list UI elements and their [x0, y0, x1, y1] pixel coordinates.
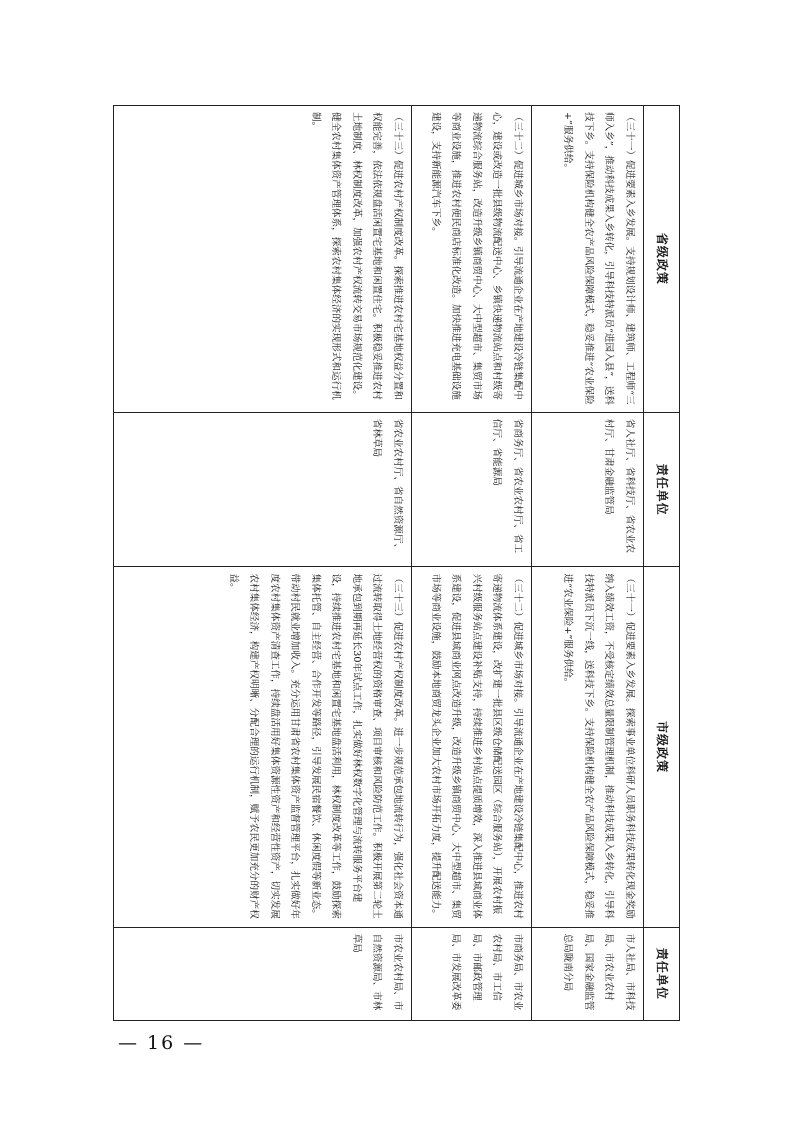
city-unit-cell: 市商务局、市农业农村局、市工信局、市邮政管理局、市发展改革委: [412, 927, 532, 1020]
rotated-table-container: [114, 105, 680, 1021]
province-unit-cell: 省商务厅、省农业农村厅、省工信厅、省能源局: [412, 412, 532, 567]
city-policy-cell: （三十一）促进要素入乡发展。探索事业单位科研人员职务科技成果转化现金奖励纳入绩效工资，不受核定绩效总量限制管理机制，推动科技成果入乡转化，引导科技特派员下沉一线，送科技下乡。支持保险机构健全农产品风险保障模式，稳妥推进“农业保险+”服务供给。: [532, 567, 644, 927]
province-policy-cell: （三十一）促进要素入乡发展。支持规划设计师、建筑师、工程师“三师入乡”，推动科技成果入乡转化，引导科技特派员“进园入县”，送科技下乡。支持保险机构健全农产品风险保障模式，稳妥推进“农业保险+”服务供给。: [532, 106, 644, 413]
table-row: [412, 106, 532, 1021]
table-row: [532, 106, 644, 1021]
policy-table: [113, 105, 680, 1021]
page-number: — 16 —: [118, 1032, 205, 1054]
province-unit-cell: 省人社厅、省科技厅、省农业农村厅、甘肃金融监管局: [532, 412, 644, 567]
city-policy-cell: （三十二）促进城乡市场对接。引导流通企业在产地建设冷链集配中心，推进农村寄递物流体系建设，改扩建一批县区级仓储配送园区（综合服务站），开展农村振兴村级服务站点建设补贴支持，持续推进乡村站点提质增效，深入推进县域商业体系建设，促进县域商业网点改造升级，改造升级乡镇商贸中心、大中型超市、集贸市场等商业设施，鼓励本地商贸龙头企业加大农村市场开拓力度，提升配送能力。: [412, 567, 532, 927]
province-policy-cell: （三十二）促进城乡市场对接。引导流通企业在产地建设冷链集配中心，建设或改造一批县级物流配送中心、乡镇快递物流站点和村级寄递物流综合服务站，改造升级乡镇商贸中心、大中型超市、集贸市场等商业设施，推进农村便民商店标准化改造。加快推进充电基础设施建设，支持新能源汽车下乡。: [412, 106, 532, 413]
table-header-row: [644, 106, 680, 1021]
header-province-policy: 省级政策: [644, 106, 680, 413]
province-policy-cell: （三十三）促进农村产权制度改革。探索推进农村宅基地权益分置和权能完善，依法依规盘活闲置宅基地和闲置住宅。积极稳妥推进农村土地制度、林权制度改革，加强农村产权流转交易市场规范化建设。健全农村集体资产管理体系，探索农村集体经济的实现形式和运行机制。: [114, 106, 412, 413]
province-unit-cell: 省农业农村厅、省自然资源厅、省林草局: [114, 412, 412, 567]
city-unit-cell: 市农业农村局、市自然资源局、市林草局: [114, 927, 412, 1020]
header-city-policy: 市级政策: [644, 567, 680, 927]
table-row: [114, 106, 412, 1021]
header-province-unit: 责任单位: [644, 412, 680, 567]
city-policy-cell: （三十三）促进农村产权制度改革。进一步规范承包地流转行为，强化社会资本通过流转取得土地经营权的资格审查、项目审核和风险防范工作。积极开展第二轮土地承包到期再延长30年试点工作，扎实做好林权数字化管理与流转服务平台建设，持续推进农村宅基地和闲置宅基地盘活利用，林权制度改革等工作，鼓励探索集体托管、自主经营、合作开发等路径，引导发展民宿餐饮、休闲度假等新业态。带动村民就业增加收入。充分运用甘肃省农村集体资产监督管理平台，扎实做好年度农村集体资产清查工作，持续盘活用好集体资源性资产和经营性资产，切实发展农村集体经济，构建产权明晰、分配合理的运行机制，赋予农民更加充分的财产权益。: [114, 567, 412, 927]
header-city-unit: 责任单位: [644, 927, 680, 1020]
city-unit-cell: 市人社局、市科技局、市农业农村局、国家金融监管总局陇南分局: [532, 927, 644, 1020]
